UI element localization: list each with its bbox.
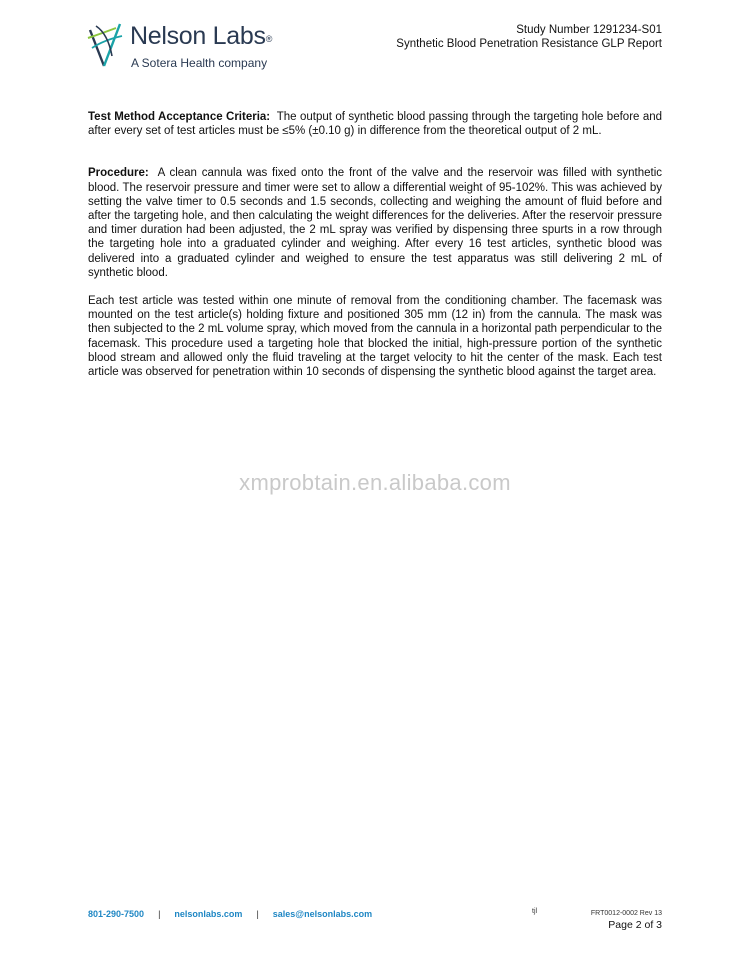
nelson-labs-emblem-icon (86, 22, 126, 68)
report-title: Synthetic Blood Penetration Resistance GLP Report (396, 38, 662, 50)
procedure-text: A clean cannula was fixed onto the front of the valve and the reservoir was filled with synthetic blood. The reservoir pressure and timer were set to allow a differential weight of 95-102%. This was achieved by setting the valve timer to 0.5 seconds and 1.5 seconds, collecting and weighing the amount of fluid before and after the targeting hole, and then calculating the weight differences for the deliveries. After the reservoir pressure and timer duration had been adjusted, the 2 mL spray was verified by dispensing three spurts in a row through the targeting hole into a graduated cylinder and weighing. After every 16 test articles, synthetic blood was delivered into a graduated cylinder and weighed to ensure the test apparatus was still delivering 2 mL of synthetic blood. (88, 167, 662, 279)
study-number: Study Number 1291234-S01 (516, 24, 662, 36)
procedure-label: Procedure: (88, 167, 149, 180)
test-article-paragraph: Each test article was tested within one minute of removal from the conditioning chamber. The facemask was mounted on the test article(s) holding fixture and positioned 305 mm (12 in) from the cannula. The mask was then subjected to the 2 mL volume spray, which moved from the cannula in a horizontal path perpendicular to the facemask. This procedure used a targeting hole that blocked the initial, high-pressure portion of the synthetic blood stream and allowed only the fluid traveling at the target velocity to hit the center of the mask. Each test article was observed for penetration within 10 seconds of dispensing the synthetic blood against the target area. (88, 295, 662, 379)
logo-name: Nelson Labs® (130, 22, 273, 50)
footer-initials: tjl (532, 908, 538, 915)
procedure-paragraph (88, 166, 662, 280)
footer-separator: | (158, 909, 161, 919)
footer-page-number: Page 2 of 3 (608, 919, 662, 931)
footer-form-code: FRT0012-0002 Rev 13 (590, 910, 662, 917)
footer-separator: | (256, 909, 259, 919)
footer-phone: 801-290-7500 (88, 909, 145, 919)
report-header (396, 23, 662, 51)
footer-email-link[interactable]: sales@nelsonlabs.com (272, 909, 373, 919)
watermark: xmprobtain.en.alibaba.com (239, 470, 511, 495)
footer-website-link[interactable]: nelsonlabs.com (174, 909, 243, 919)
footer-page-info (591, 908, 662, 931)
logo-subtitle: A Sotera Health company (131, 56, 268, 70)
footer-contact (88, 909, 372, 919)
nelson-labs-logo (86, 20, 286, 76)
acceptance-criteria-text: The output of synthetic blood passing through the targeting hole before and after every set of test articles must be ≤5% (±0.10 g) in difference from the theoretical output of 2 mL. (88, 111, 663, 138)
report-body (88, 110, 662, 379)
acceptance-criteria-label: Test Method Acceptance Criteria: (88, 111, 271, 123)
acceptance-criteria-paragraph (88, 110, 662, 138)
